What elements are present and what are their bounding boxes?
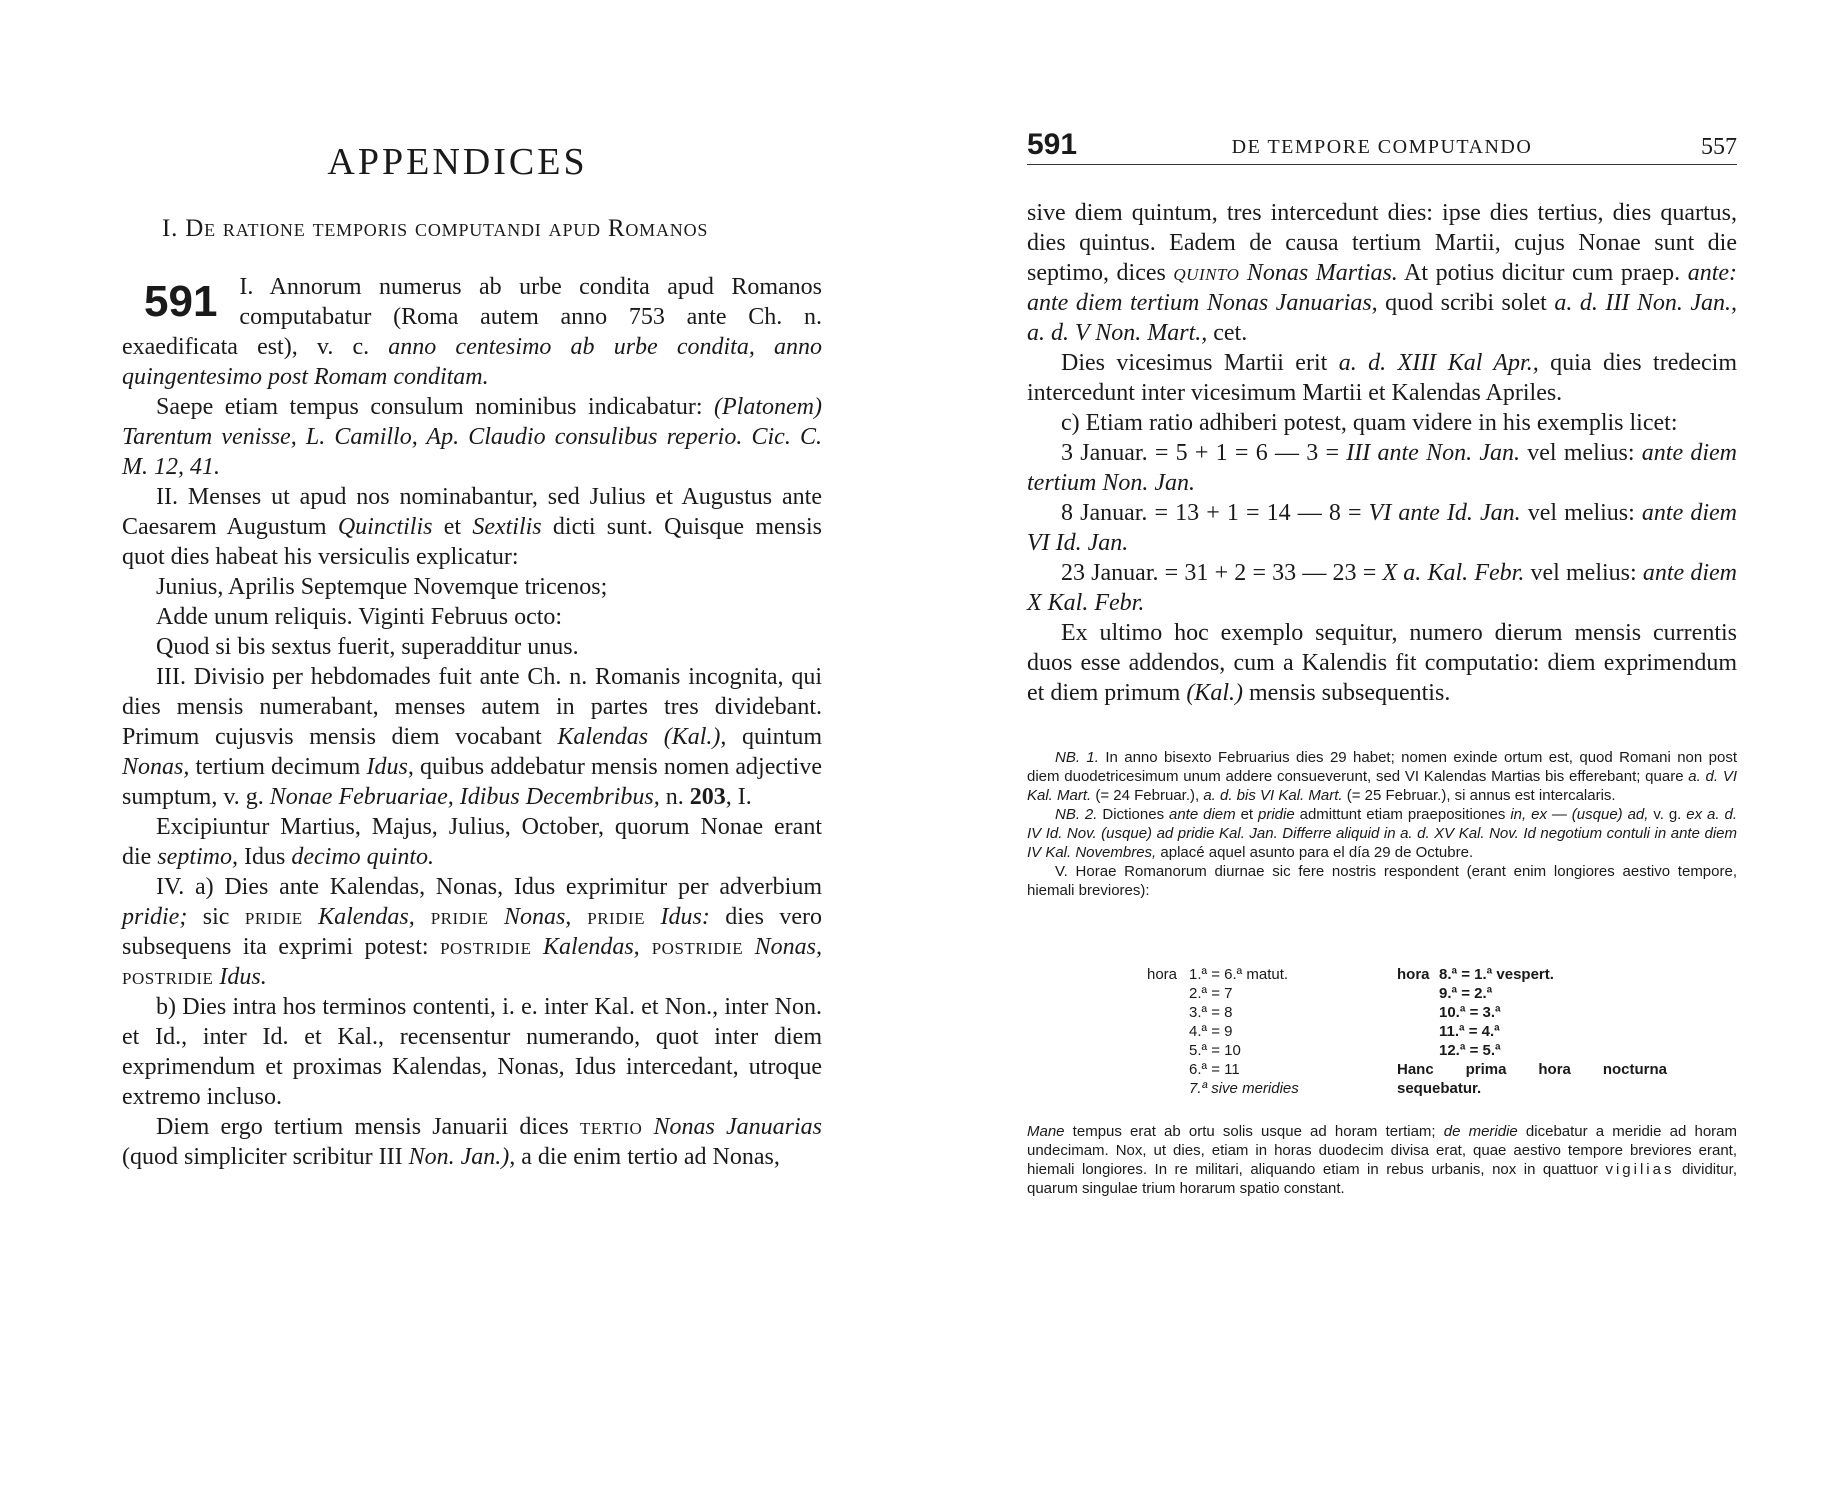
text: , quintum bbox=[720, 724, 823, 750]
paragraph-march bbox=[1027, 348, 1737, 408]
paragraph-example bbox=[122, 1112, 822, 1172]
right-body-text bbox=[1027, 198, 1737, 708]
italic-text: Nonas Januarias bbox=[642, 1114, 822, 1140]
italic-text: Non. Jan.), bbox=[408, 1144, 516, 1170]
running-head-number: 591 bbox=[1027, 128, 1078, 161]
text: I. Annorum numerus ab urbe condita apud Romanos computabatur (Roma autem anno 753 ante Ch. n. exaedificata est), v. c. bbox=[122, 274, 822, 360]
cross-reference: 203 bbox=[689, 784, 726, 810]
text: quia dies tredecim intercedunt inter vicesimum Martii et Kalendas Apriles. bbox=[1027, 350, 1738, 406]
italic-text: ante diem VI Id. Jan. bbox=[1027, 500, 1738, 556]
italic-text: III ante Non. Jan. bbox=[1346, 440, 1521, 466]
hours-row bbox=[1147, 1060, 1397, 1079]
hours-value: 6.ª = 11 bbox=[1189, 1061, 1240, 1078]
page-title: APPENDICES bbox=[327, 141, 588, 183]
example-line bbox=[1027, 558, 1737, 618]
italic-text: ante diem tertium Non. Jan. bbox=[1027, 440, 1738, 496]
text: III. Divisio per hebdomades fuit ante Ch. n. Romanis incognita, qui dies mensis numerabant, menses autem in partes tres dividebant. Primum cujusvis mensis diem vocabant bbox=[122, 664, 822, 750]
text: et bbox=[432, 514, 473, 540]
small-caps-text: postridie bbox=[639, 934, 744, 960]
paragraph-I bbox=[122, 272, 822, 392]
text: vel melius: bbox=[1520, 500, 1642, 526]
hours-row bbox=[1147, 984, 1397, 1003]
text: Diem ergo tertium mensis Januarii dices bbox=[156, 1114, 580, 1140]
text: dicebatur a meridie ad horam undecimam. Nox, ut dies, etiam in horas duodecim divisa erat, quae aestivo tempore breviores erant, hiemali longiores. In re militari, aliquando etiam in rebus urbanis, nox in quattuor bbox=[1027, 1123, 1737, 1178]
italic-text: in, ex — (usque) ad, bbox=[1510, 806, 1649, 823]
italic-text: a. d. VI Kal. Mart. bbox=[1027, 768, 1737, 804]
italic-text: a. d. III Non. Jan., a. d. V Non. Mart., bbox=[1027, 290, 1737, 346]
text: Dies vicesimus Martii erit bbox=[1061, 350, 1339, 376]
text: II. Menses ut apud nos nominabantur, sed Julius et Augustus ante Caesarem Augustum bbox=[122, 484, 822, 540]
hours-value: 8.ª = 1.ª vespert. bbox=[1439, 966, 1554, 983]
italic-text: Idus. bbox=[213, 964, 267, 990]
italic-text: Idus, bbox=[366, 754, 414, 780]
text: (quod simpliciter scribitur III bbox=[122, 1144, 409, 1170]
hours-value: 2.ª = 7 bbox=[1189, 985, 1233, 1002]
hours-value: 11.ª = 4.ª bbox=[1439, 1023, 1500, 1040]
hours-value: 10.ª = 3.ª bbox=[1439, 1004, 1501, 1021]
italic-text: Nonas, bbox=[488, 904, 572, 930]
page-number: 557 bbox=[1701, 134, 1737, 160]
text: mensis subsequentis. bbox=[1242, 680, 1451, 706]
italic-text: Idus: bbox=[645, 904, 710, 930]
italic-text: de meridie bbox=[1443, 1123, 1518, 1140]
text: In anno bisexto Februarius dies 29 habet; nomen exinde ortum est, quod Romani non post diem duodetricesimum unum addere consueverunt, sed VI Kalendas Martias bis efferebant; quare bbox=[1027, 749, 1737, 785]
text: sive diem quintum, tres intercedunt dies: ipse dies tertius, dies quartus, dies quintus. Eadem de causa tertium Martii, cujus Nonae sunt die septimo, dices bbox=[1027, 200, 1737, 286]
italic-text: anno centesimo ab urbe condita, anno quingentesimo post Romam conditam. bbox=[122, 334, 822, 390]
running-head bbox=[1027, 128, 1737, 165]
italic-text: pridie bbox=[1258, 806, 1295, 823]
text: At potius dicitur cum praep. bbox=[1397, 260, 1688, 286]
italic-text: ante diem X Kal. Febr. bbox=[1027, 560, 1738, 616]
right-page bbox=[915, 0, 1830, 1500]
small-caps-text: pridie bbox=[414, 904, 489, 930]
text: tempus erat ab ortu solis usque ad horam tertiam; bbox=[1064, 1123, 1444, 1140]
paragraph-continuation bbox=[1027, 198, 1737, 348]
note-2 bbox=[1027, 805, 1737, 862]
paragraph-exceptions bbox=[122, 812, 822, 872]
text: v. g. bbox=[1648, 806, 1687, 823]
hours-row bbox=[1147, 1003, 1397, 1022]
paragraph-V: V. Horae Romanorum diurnae sic fere nostris respondent (erant enim longiores aestivo tempore, hiemali breviores): bbox=[1027, 863, 1737, 899]
margin-number: 591 bbox=[144, 277, 218, 326]
hours-row bbox=[1397, 1022, 1717, 1041]
spaced-text: vigilias bbox=[1605, 1161, 1675, 1178]
small-caps-text: postridie bbox=[122, 964, 214, 990]
text: dicti sunt. Quisque mensis quot dies habeat his versiculis explicatur: bbox=[122, 514, 822, 570]
text: sic bbox=[187, 904, 245, 930]
paragraph-IV-a bbox=[122, 872, 822, 992]
hours-row bbox=[1397, 965, 1717, 984]
italic-text: Nonas Martias. bbox=[1239, 260, 1398, 286]
verse-line: Junius, Aprilis Septemque Novemque tricenos; bbox=[156, 574, 608, 600]
hours-value: 5.ª = 10 bbox=[1189, 1042, 1241, 1059]
text: tertium decimum bbox=[189, 754, 367, 780]
note-label: NB. 2. bbox=[1055, 806, 1098, 823]
text: et bbox=[1235, 806, 1258, 823]
text: Saepe etiam tempus consulum nominibus indicabatur: bbox=[156, 394, 715, 420]
hours-row bbox=[1147, 965, 1397, 984]
hours-row bbox=[1397, 984, 1717, 1003]
italic-text: Nonae Februariae, Idibus Decembribus, bbox=[269, 784, 660, 810]
hours-column-evening bbox=[1397, 965, 1717, 1098]
note-1 bbox=[1027, 748, 1737, 805]
verse-line: Quod si bis sextus fuerit, superadditur unus. bbox=[156, 634, 579, 660]
note-label: NB. 1. bbox=[1055, 749, 1099, 766]
italic-text: (Kal.) bbox=[1186, 680, 1243, 706]
paragraph-III bbox=[122, 662, 822, 812]
italic-text: Kalendas (Kal.) bbox=[557, 724, 721, 750]
text: Dictiones bbox=[1097, 806, 1169, 823]
text: a die enim tertio ad Nonas, bbox=[515, 1144, 780, 1170]
italic-text: a. d. bis VI Kal. Mart. bbox=[1203, 787, 1343, 804]
text: vel melius: bbox=[1524, 560, 1643, 586]
hours-value: 4.ª = 9 bbox=[1189, 1023, 1233, 1040]
text: vel melius: bbox=[1520, 440, 1642, 466]
italic-text: Sextilis bbox=[472, 514, 542, 540]
example-line bbox=[1027, 438, 1737, 498]
italic-text: VI ante Id. Jan. bbox=[1368, 500, 1521, 526]
italic-text: septimo, bbox=[157, 844, 238, 870]
italic-text: Nonas, bbox=[743, 934, 822, 960]
italic-text: (Platonem) Tarentum venisse, L. Camillo, Ap. Claudio consulibus reperio. bbox=[122, 394, 822, 450]
text: quod scribi solet bbox=[1377, 290, 1555, 316]
italic-text: ex a. d. IV Id. Nov. (usque) ad pridie Kal. Jan. Differre aliquid in a. d. XV Kal. Nov. Id negotium contuli in ante diem IV Kal. Novembres, bbox=[1027, 806, 1737, 861]
text: (= 25 Februar.), si annus est intercalaris. bbox=[1342, 787, 1616, 804]
hours-note-wrap bbox=[1397, 1060, 1717, 1098]
left-body-text bbox=[122, 272, 822, 1172]
text: aplacé aquel asunto para el día 29 de Octubre. bbox=[1156, 844, 1474, 861]
text: quibus addebatur mensis nomen adjective sumptum, v. g. bbox=[122, 754, 822, 810]
running-head-title: DE TEMPORE COMPUTANDO bbox=[1231, 136, 1533, 158]
small-caps-text: postridie bbox=[440, 934, 532, 960]
hours-row bbox=[1147, 1079, 1397, 1098]
hours-column-day bbox=[1147, 965, 1397, 1098]
paragraph-consuls bbox=[122, 392, 822, 482]
italic-text: decimo quinto. bbox=[291, 844, 434, 870]
text: , I. bbox=[725, 784, 752, 810]
hours-row bbox=[1147, 1041, 1397, 1060]
hours-note: Hanc prima hora nocturna sequebatur. bbox=[1397, 1061, 1667, 1097]
small-caps-text: quinto bbox=[1173, 260, 1240, 286]
hours-label: hora bbox=[1397, 966, 1430, 983]
text: IV. a) Dies ante Kalendas, Nonas, Idus exprimitur per adverbium bbox=[156, 874, 822, 900]
italic-text: ante diem bbox=[1169, 806, 1236, 823]
text: 3 Januar. = 5 + 1 = 6 — 3 = bbox=[1061, 440, 1347, 466]
text: 23 Januar. = 31 + 2 = 33 — 23 = bbox=[1061, 560, 1383, 586]
italic-text: Kalendas, bbox=[302, 904, 415, 930]
text: admittunt etiam praepositiones bbox=[1294, 806, 1511, 823]
small-caps-text: pridie bbox=[244, 904, 303, 930]
text: cet. bbox=[1207, 320, 1248, 346]
italic-text: Kalendas, bbox=[531, 934, 640, 960]
verse-line: Adde unum reliquis. Viginti Februus octo: bbox=[156, 604, 563, 630]
text: Ex ultimo hoc exemplo sequitur, numero dierum mensis currentis duos esse addendos, cum a Kalendis fit computatio: diem exprimendum et diem primum bbox=[1027, 620, 1737, 706]
hours-value: 9.ª = 2.ª bbox=[1439, 985, 1493, 1002]
text: dividitur, quarum singulae trium horarum spatio constant. bbox=[1027, 1161, 1737, 1197]
text: 8 Januar. = 13 + 1 = 14 — 8 = bbox=[1061, 500, 1369, 526]
small-caps-text: pridie bbox=[571, 904, 646, 930]
small-caps-text: tertio bbox=[579, 1114, 643, 1140]
hours-row bbox=[1397, 1041, 1717, 1060]
paragraph-IV-c: c) Etiam ratio adhiberi potest, quam videre in his exemplis licet: bbox=[1061, 410, 1678, 436]
hours-row bbox=[1397, 1003, 1717, 1022]
hours-value: 1.ª = 6.ª matut. bbox=[1189, 966, 1289, 983]
text: Excipiuntur Martius, Majus, Julius, October, quorum Nonae erant die bbox=[122, 814, 822, 870]
hours-label: hora bbox=[1147, 966, 1178, 983]
paragraph-IV-b: b) Dies intra hos terminos contenti, i. e. inter Kal. et Non., inter Non. et Id., inter Id. et Kal., recensentur numerando, quot inter diem exprimendum et proximas Kalendas, Nonas, Idus intercedant, utroque extremo incluso. bbox=[122, 994, 822, 1110]
italic-text: pridie; bbox=[122, 904, 188, 930]
citation: Cic. C. M. 12, 41. bbox=[122, 424, 822, 480]
italic-text: ante: ante diem tertium Nonas Januarias, bbox=[1027, 260, 1737, 316]
italic-text: Mane bbox=[1027, 1123, 1065, 1140]
text: dies vero subsequens ita exprimi potest: bbox=[122, 904, 823, 960]
text: n. bbox=[659, 784, 690, 810]
hours-footnote bbox=[1027, 1122, 1737, 1198]
italic-text: X a. Kal. Febr. bbox=[1382, 560, 1525, 586]
hours-value: 12.ª = 5.ª bbox=[1439, 1042, 1501, 1059]
text: Idus bbox=[238, 844, 292, 870]
italic-text: Quinctilis bbox=[337, 514, 433, 540]
hours-value: 3.ª = 8 bbox=[1189, 1004, 1233, 1021]
example-line bbox=[1027, 498, 1737, 558]
italic-text: Nonas, bbox=[122, 754, 190, 780]
hours-row bbox=[1147, 1022, 1397, 1041]
notes-block bbox=[1027, 748, 1737, 900]
paragraph-conclusion bbox=[1027, 618, 1737, 708]
section-heading: I. De ratione temporis computandi apud Romanos bbox=[162, 215, 709, 242]
italic-text: a. d. XIII Kal Apr., bbox=[1338, 350, 1539, 376]
paragraph-II bbox=[122, 482, 822, 572]
text: (= 24 Februar.), bbox=[1091, 787, 1204, 804]
hours-value: 7.ª sive meridies bbox=[1189, 1080, 1299, 1097]
